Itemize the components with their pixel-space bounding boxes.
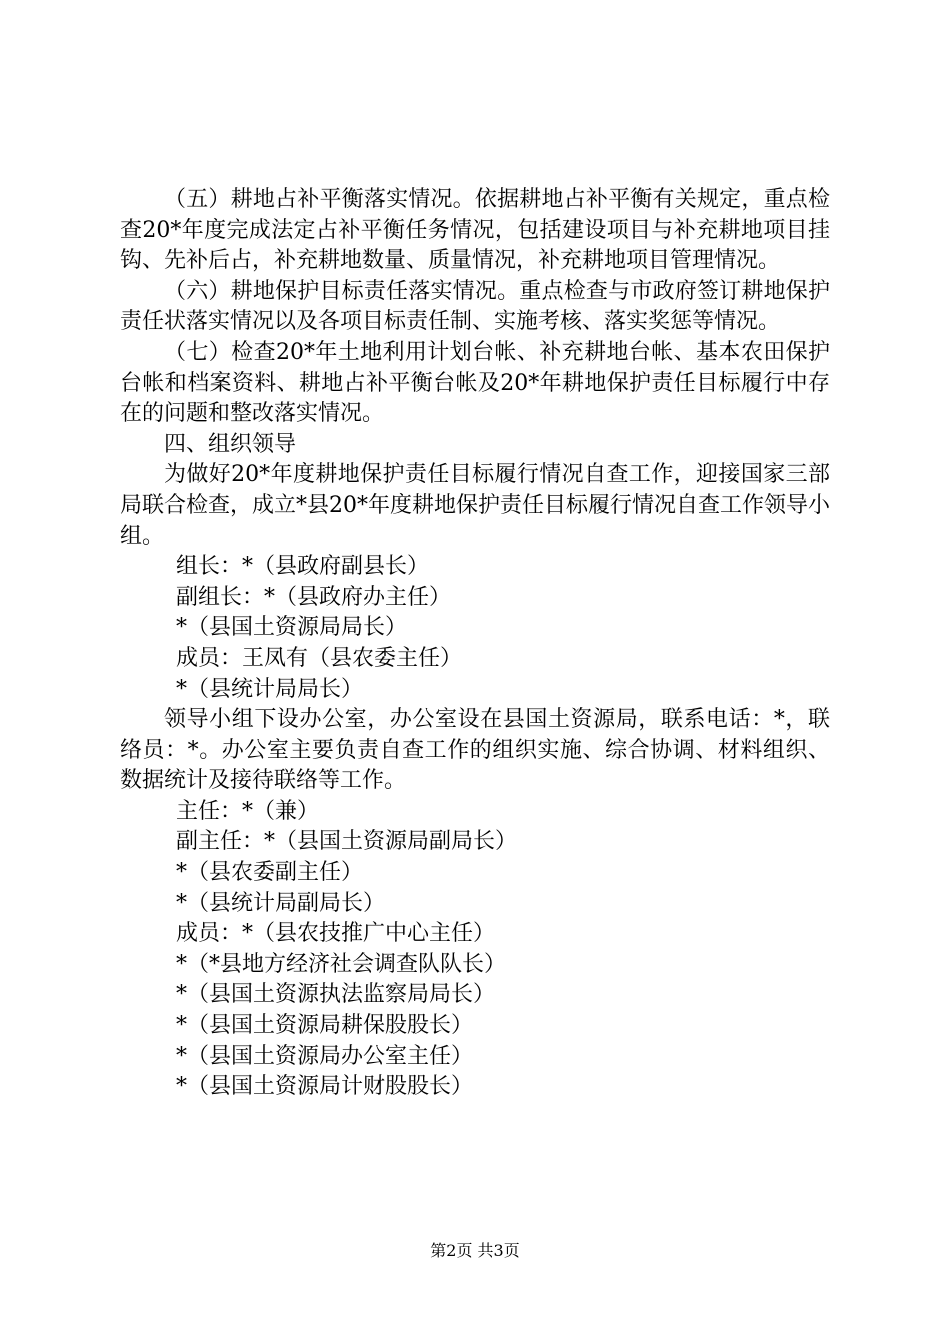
section-heading: 四、组织领导: [164, 431, 297, 457]
leadership-line: 成员：王凤有（县农委主任）: [176, 645, 463, 671]
office-line: *（县国土资源局耕保股股长）: [176, 1013, 474, 1039]
office-line: *（县国土资源局计财股股长）: [176, 1074, 474, 1100]
leadership-line: *（县统计局局长）: [176, 676, 364, 702]
office-line: *（县统计局副局长）: [176, 890, 386, 916]
paragraph-office-setup: 领导小组下设办公室，办公室设在县国土资源局，联系电话：*，联络员：*。办公室主要负责自查工作的组织实施、综合协调、材料组织、数据统计及接待联络等工作。: [120, 707, 830, 794]
paragraph-cultivated-land-balance: （五）耕地占补平衡落实情况。依据耕地占补平衡有关规定，重点检查20*年度完成法定占补平衡任务情况，包括建设项目与补充耕地项目挂钩、先补后占，补充耕地数量、质量情况，补充耕地项目管理情况。: [120, 187, 830, 274]
document-body: [120, 185, 830, 1103]
paragraph-protection-responsibility: （六）耕地保护目标责任落实情况。重点检查与市政府签订耕地保护责任状落实情况以及各项目标责任制、实施考核、落实奖惩等情况。: [120, 278, 830, 335]
office-line: 成员：*（县农技推广中心主任）: [176, 921, 496, 947]
office-line: *（县国土资源执法监察局局长）: [176, 982, 496, 1008]
paragraph-leadership-intro: 为做好20*年度耕地保护责任目标履行情况自查工作，迎接国家三部局联合检查，成立*县20*年度耕地保护责任目标履行情况自查工作领导小组。: [120, 462, 830, 549]
office-line: *（县农委副主任）: [176, 860, 364, 886]
leadership-line: 副组长：*（县政府办主任）: [176, 584, 452, 610]
leadership-line: 组长：*（县政府副县长）: [176, 554, 430, 580]
office-line: 主任：*（兼）: [176, 798, 320, 824]
paragraph-ledger-check: （七）检查20*年土地利用计划台帐、补充耕地台帐、基本农田保护台帐和档案资料、耕地占补平衡台帐及20*年耕地保护责任目标履行中存在的问题和整改落实情况。: [120, 339, 830, 427]
office-line: 副主任：*（县国土资源局副局长）: [176, 829, 518, 855]
leadership-line: *（县国土资源局局长）: [176, 615, 408, 641]
office-line: *（县国土资源局办公室主任）: [176, 1043, 474, 1069]
office-line: *（*县地方经济社会调查队队长）: [176, 951, 507, 977]
page-number-footer: 第2页 共3页: [430, 1241, 520, 1260]
